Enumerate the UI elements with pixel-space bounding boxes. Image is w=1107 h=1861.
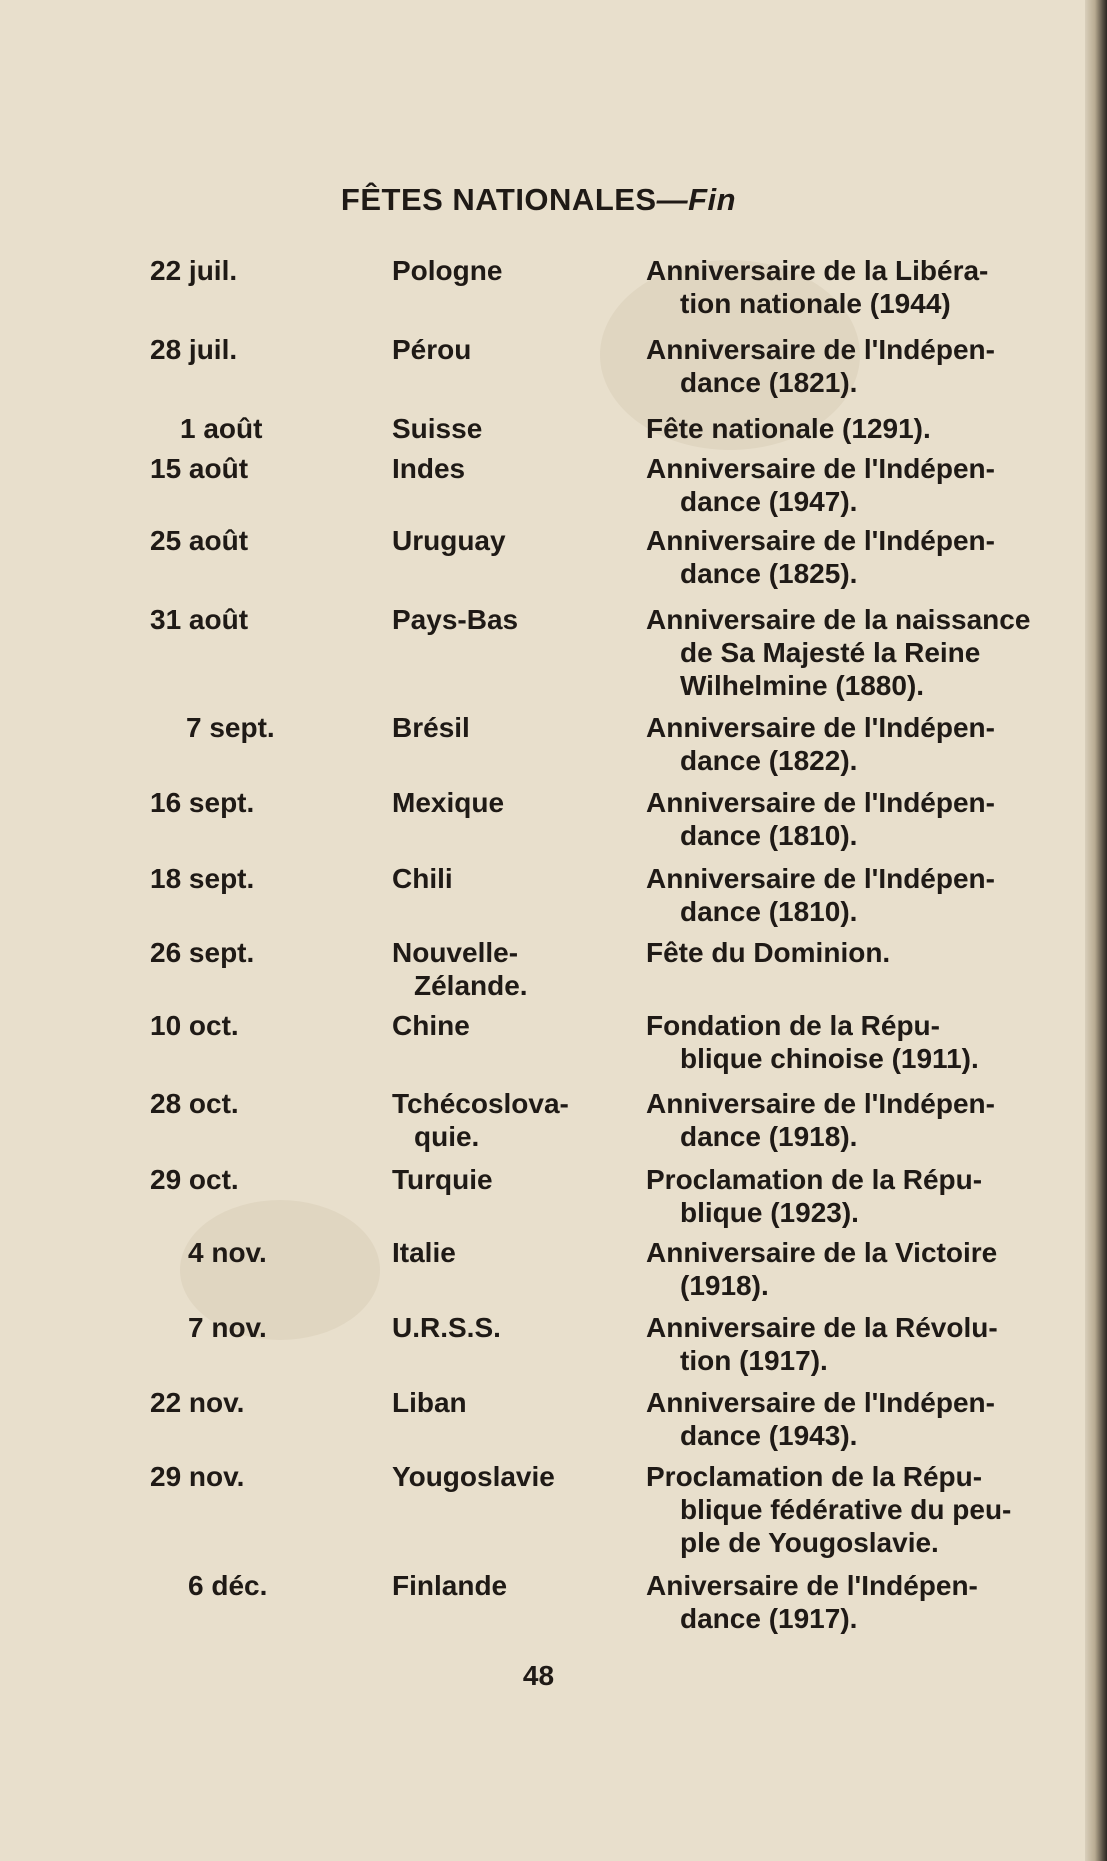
description-line: dance (1821). xyxy=(680,367,858,398)
description-line: tion nationale (1944) xyxy=(680,288,951,319)
holiday-date: 22 nov. xyxy=(150,1387,245,1418)
holiday-date: 1 août xyxy=(180,413,263,444)
description-line: dance (1917). xyxy=(680,1603,858,1634)
country-name xyxy=(392,412,622,445)
description-line: Anniversaire de l'Indépen- xyxy=(646,334,995,365)
description-line: ple de Yougoslavie. xyxy=(680,1527,939,1558)
country-line: Indes xyxy=(392,453,466,484)
country-name xyxy=(392,862,622,895)
description-line: blique fédérative du peu- xyxy=(680,1494,1012,1525)
page-title-text: FÊTES NATIONALES xyxy=(340,182,657,217)
country-line: Italie xyxy=(392,1237,456,1268)
holiday-date: 18 sept. xyxy=(150,863,255,894)
holiday-description xyxy=(646,333,1066,399)
description-line: Anniversaire de l'Indépen- xyxy=(646,712,995,743)
country-name xyxy=(392,1236,622,1269)
description-line: dance (1810). xyxy=(680,896,858,927)
country-line: Liban xyxy=(392,1387,467,1418)
holiday-description xyxy=(646,1009,1066,1075)
country-name xyxy=(392,1569,622,1602)
holiday-date: 10 oct. xyxy=(150,1010,239,1041)
description-line: dance (1943). xyxy=(680,1420,858,1451)
holiday-date: 28 juil. xyxy=(150,334,238,365)
description-line: Anniversaire de l'Indépen- xyxy=(646,787,995,818)
holiday-date: 7 nov. xyxy=(188,1312,267,1343)
page-title xyxy=(0,182,1077,218)
country-line: Pologne xyxy=(392,255,503,286)
country-name xyxy=(392,1386,622,1419)
description-line: blique chinoise (1911). xyxy=(680,1043,979,1074)
description-line: Anniversaire de la Révolu- xyxy=(646,1312,998,1343)
holiday-date: 29 oct. xyxy=(150,1164,239,1195)
holiday-description xyxy=(646,412,1066,445)
country-line: Chili xyxy=(392,863,453,894)
page-title-suffix: —Fin xyxy=(656,182,737,217)
country-line: U.R.S.S. xyxy=(392,1312,501,1343)
description-line: Anniversaire de l'Indépen- xyxy=(646,863,995,894)
country-line: quie. xyxy=(414,1121,480,1152)
description-line: Anniversaire de la naissance xyxy=(646,604,1031,635)
holiday-description xyxy=(646,452,1066,518)
description-line: dance (1947). xyxy=(680,486,858,517)
holiday-date: 29 nov. xyxy=(150,1461,245,1492)
country-line: Pérou xyxy=(392,334,472,365)
holiday-description xyxy=(646,862,1066,928)
holiday-date: 25 août xyxy=(150,525,249,556)
holiday-date: 22 juil. xyxy=(150,255,238,286)
country-line: Finlande xyxy=(392,1570,508,1601)
country-name xyxy=(392,1460,622,1493)
country-line: Brésil xyxy=(392,712,470,743)
country-name xyxy=(392,1009,622,1042)
country-name xyxy=(392,936,622,1002)
description-line: Fondation de la Répu- xyxy=(646,1010,940,1041)
holiday-date: 4 nov. xyxy=(188,1237,267,1268)
country-line: Mexique xyxy=(392,787,505,818)
holiday-date: 28 oct. xyxy=(150,1088,239,1119)
holiday-description xyxy=(646,1460,1066,1559)
description-line: dance (1918). xyxy=(680,1121,858,1152)
holiday-description xyxy=(646,603,1066,702)
holiday-description xyxy=(646,786,1066,852)
description-line: Anniversaire de l'Indépen- xyxy=(646,525,995,556)
country-name xyxy=(392,603,622,636)
country-name xyxy=(392,1087,622,1153)
country-line: Uruguay xyxy=(392,525,506,556)
holiday-description xyxy=(646,1311,1066,1377)
holiday-date: 16 sept. xyxy=(150,787,255,818)
description-line: Fête du Dominion. xyxy=(646,937,891,968)
description-line: dance (1822). xyxy=(680,745,858,776)
page-edge-shadow xyxy=(1085,0,1107,1861)
holiday-date: 26 sept. xyxy=(150,937,255,968)
description-line: blique (1923). xyxy=(680,1197,859,1228)
holiday-date: 31 août xyxy=(150,604,249,635)
holiday-description xyxy=(646,1386,1066,1452)
country-name xyxy=(392,1311,622,1344)
description-line: Proclamation de la Répu- xyxy=(646,1164,983,1195)
holiday-description xyxy=(646,1569,1066,1635)
country-line: Tchécoslova- xyxy=(392,1088,569,1119)
holiday-description xyxy=(646,1236,1066,1302)
holiday-description xyxy=(646,936,1066,969)
description-line: de Sa Majesté la Reine xyxy=(680,637,981,668)
description-line: Anniversaire de l'Indépen- xyxy=(646,1088,995,1119)
holiday-description xyxy=(646,711,1066,777)
country-name xyxy=(392,711,622,744)
description-line: Anniversaire de l'Indépen- xyxy=(646,1387,995,1418)
description-line: dance (1825). xyxy=(680,558,858,589)
country-name xyxy=(392,786,622,819)
holiday-description xyxy=(646,254,1066,320)
country-name xyxy=(392,1163,622,1196)
country-line: Suisse xyxy=(392,413,483,444)
holiday-description xyxy=(646,524,1066,590)
description-line: (1918). xyxy=(680,1270,769,1301)
description-line: Anniversaire de la Libéra- xyxy=(646,255,989,286)
holiday-date: 15 août xyxy=(150,453,249,484)
holiday-description xyxy=(646,1163,1066,1229)
country-line: Zélande. xyxy=(414,970,528,1001)
country-name xyxy=(392,333,622,366)
description-line: Fête nationale (1291). xyxy=(646,413,931,444)
country-line: Turquie xyxy=(392,1164,493,1195)
description-line: Proclamation de la Répu- xyxy=(646,1461,983,1492)
country-name xyxy=(392,452,622,485)
country-name xyxy=(392,254,622,287)
description-line: Anniversaire de l'Indépen- xyxy=(646,453,995,484)
country-line: Nouvelle- xyxy=(392,937,519,968)
country-line: Pays-Bas xyxy=(392,604,519,635)
country-line: Chine xyxy=(392,1010,470,1041)
holiday-date: 7 sept. xyxy=(186,712,275,743)
holiday-description xyxy=(646,1087,1066,1153)
description-line: Wilhelmine (1880). xyxy=(680,670,925,701)
description-line: Aniversaire de l'Indépen- xyxy=(646,1570,978,1601)
page-number: 48 xyxy=(522,1660,555,1691)
description-line: tion (1917). xyxy=(680,1345,828,1376)
country-line: Yougoslavie xyxy=(392,1461,555,1492)
country-name xyxy=(392,524,622,557)
holiday-date: 6 déc. xyxy=(188,1570,268,1601)
description-line: Anniversaire de la Victoire xyxy=(646,1237,998,1268)
description-line: dance (1810). xyxy=(680,820,858,851)
